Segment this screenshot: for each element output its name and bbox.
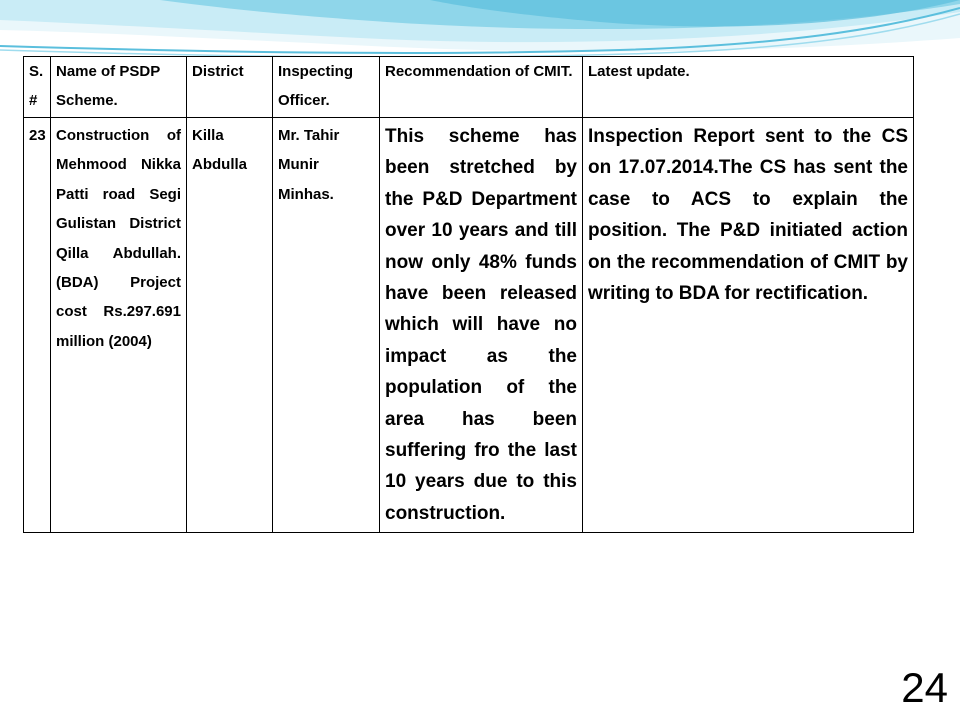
cell-sn: 23	[24, 118, 51, 533]
page-number: 24	[901, 664, 948, 711]
cell-scheme-name: Construction of Mehmood Nikka Patti road Segi Gulistan District Qilla Abdullah. (BDA) Project cost Rs.297.691 million (2004)	[51, 118, 187, 533]
cell-latest-update: Inspection Report sent to the CS on 17.07.2014.The CS has sent the case to ACS to explain the position. The P&D initiated action on the recommendation of CMIT by writing to BDA for rectification.	[583, 118, 914, 533]
cell-inspecting-officer: Mr. Tahir Munir Minhas.	[273, 118, 380, 533]
header-district: District	[187, 57, 273, 118]
cell-recommendation: This scheme has been stretched by the P&D Department over 10 years and till now only 48% funds have been released which will have no impact as the population of the area has been suffering fro the last 10 years due to this construction.	[380, 118, 583, 533]
header-sn: S. #	[24, 57, 51, 118]
cell-district: Killa Abdulla	[187, 118, 273, 533]
table-row	[24, 118, 914, 533]
header-recommendation: Recommendation of CMIT.	[380, 57, 583, 118]
header-inspecting-officer: Inspecting Officer.	[273, 57, 380, 118]
header-latest-update: Latest update.	[583, 57, 914, 118]
psdp-scheme-table	[23, 56, 914, 533]
header-scheme-name: Name of PSDP Scheme.	[51, 57, 187, 118]
table-header-row	[24, 57, 914, 118]
